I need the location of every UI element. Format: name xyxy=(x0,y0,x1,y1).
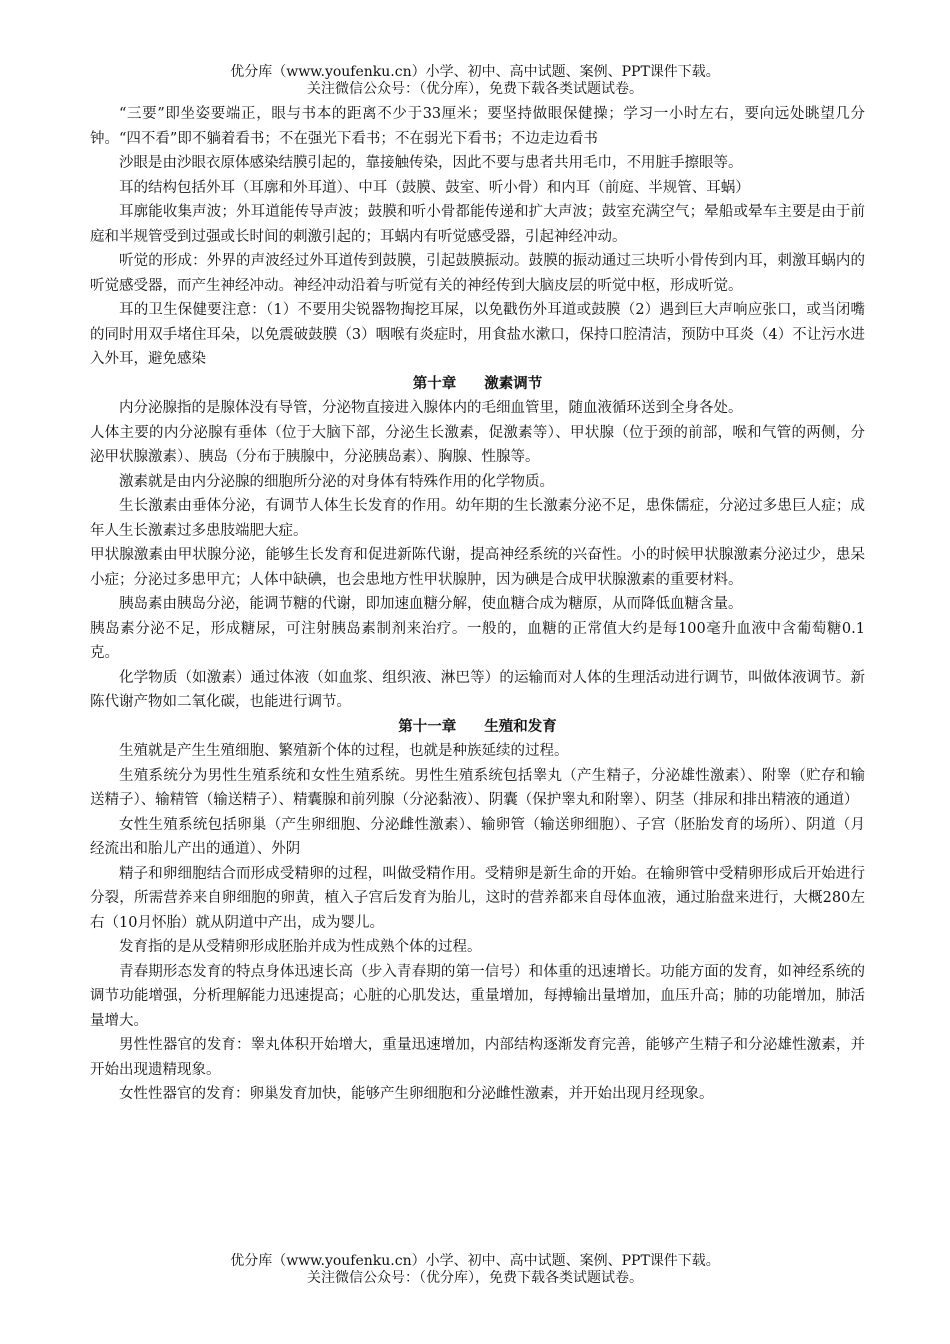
footer-line-1: 优分库（www.youfenku.cn）小学、初中、高中试题、案例、PPT课件下载。 xyxy=(230,1253,720,1269)
paragraph: 精子和卵细胞结合而形成受精卵的过程，叫做受精作用。受精卵是新生命的开始。在输卵管中受精卵形成后开始进行分裂，所需营养来自卵细胞的卵黄，植入子宫后发育为胎儿，这时的营养都来自母体血液，通过胎盘来进行，大概280左右（10月怀胎）就从阴道中产出，成为婴儿。 xyxy=(90,865,865,931)
page-header xyxy=(0,64,950,98)
chapter-11-heading xyxy=(90,715,865,740)
paragraph: 胰岛素分泌不足，形成糖尿，可注射胰岛素制剂来治疗。一般的，血糖的正常值大约是每100毫升血液中含葡萄糖0.1克。 xyxy=(90,620,865,661)
paragraph: 生长激素由垂体分泌，有调节人体生长发育的作用。幼年期的生长激素分泌不足，患侏儒症，分泌过多患巨人症；成年人生长激素过多患肢端肥大症。 xyxy=(90,498,865,539)
paragraph: 沙眼是由沙眼衣原体感染结膜引起的，靠接触传染，因此不要与患者共用毛巾，不用脏手擦眼等。 xyxy=(119,155,743,171)
paragraph: 青春期形态发育的特点身体迅速长高（步入青春期的第一信号）和体重的迅速增长。功能方面的发育，如神经系统的调节功能增强，分析理解能力迅速提高；心脏的心肌发达，重量增加，每搏输出量增加，血压升高；肺的功能增加，肺活量增大。 xyxy=(90,963,865,1029)
chapter-number: 第十一章 xyxy=(398,717,457,735)
paragraph: 甲状腺激素由甲状腺分泌，能够生长发育和促进新陈代谢，提高神经系统的兴奋性。小的时候甲状腺激素分泌过少，患呆小症；分泌过多患甲亢；人体中缺碘，也会患地方性甲状腺肿，因为碘是合成甲状腺激素的重要材料。 xyxy=(90,547,865,588)
chapter-title: 激素调节 xyxy=(484,374,543,392)
paragraph: 发育指的是从受精卵形成胚胎并成为性成熟个体的过程。 xyxy=(119,939,482,955)
header-line-1: 优分库（www.youfenku.cn）小学、初中、高中试题、案例、PPT课件下载。 xyxy=(230,64,720,80)
paragraph: 耳廓能收集声波；外耳道能传导声波；鼓膜和听小骨都能传递和扩大声波；鼓室充满空气；晕船或晕车主要是由于前庭和半规管受到过强或长时间的刺激引起的；耳蜗内有听觉感受器，引起神经冲动。 xyxy=(90,204,865,245)
paragraph: 耳的结构包括外耳（耳廓和外耳道）、中耳（鼓膜、鼓室、听小骨）和内耳（前庭、半规管、耳蜗） xyxy=(119,179,750,196)
paragraph: 内分泌腺指的是腺体没有导管，分泌物直接进入腺体内的毛细血管里，随血液循环送到全身各处。 xyxy=(119,400,743,416)
paragraph: 女性生殖系统包括卵巢（产生卵细胞、分泌雌性激素）、输卵管（输送卵细胞）、子宫（胚胎发育的场所）、阴道（月经流出和胎儿产出的通道）、外阴 xyxy=(90,816,865,857)
header-line-2: 关注微信公众号：（优分库），免费下载各类试题试卷。 xyxy=(307,81,643,97)
chapter-number: 第十章 xyxy=(412,374,457,392)
paragraph: 生殖就是产生生殖细胞、繁殖新个体的过程，也就是种族延续的过程。 xyxy=(119,743,569,759)
paragraph: 女性性器官的发育：卵巢发育加快，能够产生卵细胞和分泌雌性激素，并开始出现月经现象。 xyxy=(119,1086,714,1102)
paragraph: “三要”即坐姿要端正，眼与书本的距离不少于33厘米；要坚持做眼保健操；学习一小时左右，要向远处眺望几分钟。“四不看”即不躺着看书；不在强光下看书；不在弱光下看书；不边走边看书 xyxy=(90,106,865,147)
paragraph: 男性性器官的发育：睾丸体积开始增大，重量迅速增加，内部结构逐渐发育完善，能够产生精子和分泌雄性激素，并开始出现遗精现象。 xyxy=(90,1037,865,1078)
paragraph: 胰岛素由胰岛分泌，能调节糖的代谢，即加速血糖分解，使血糖合成为糖原，从而降低血糖含量。 xyxy=(119,596,743,612)
footer-line-2: 关注微信公众号：（优分库），免费下载各类试题试卷。 xyxy=(307,1270,643,1286)
paragraph: 激素就是由内分泌腺的细胞所分泌的对身体有特殊作用的化学物质。 xyxy=(119,473,554,490)
chapter-title: 生殖和发育 xyxy=(484,717,557,735)
paragraph: 生殖系统分为男性生殖系统和女性生殖系统。男性生殖系统包括睾丸（产生精子，分泌雄性激素）、附睾（贮存和输送精子）、输精管（输送精子）、精囊腺和前列腺（分泌黏液）、阴囊（保护睾丸和附睾）、阴茎（排尿和排出精液的通道） xyxy=(90,767,865,808)
chapter-10-heading xyxy=(90,372,865,397)
paragraph: 耳的卫生保健要注意：（1）不要用尖锐器物掏挖耳屎，以免戳伤外耳道或鼓膜（2）遇到巨大声响应张口，或当闭嘴的同时用双手堵住耳朵，以免震破鼓膜（3）咽喉有炎症时，用食盐水漱口，保持口腔清洁，预防中耳炎（4）不让污水进入外耳，避免感染 xyxy=(90,302,865,367)
document-body xyxy=(90,102,865,1107)
paragraph: 听觉的形成：外界的声波经过外耳道传到鼓膜，引起鼓膜振动。鼓膜的振动通过三块听小骨传到内耳，刺激耳蜗内的听觉感受器，而产生神经冲动。神经冲动沿着与听觉有关的神经传到大脑皮层的听觉中枢，形成听觉。 xyxy=(90,253,865,294)
page-footer xyxy=(0,1253,950,1287)
paragraph: 人体主要的内分泌腺有垂体（位于大脑下部，分泌生长激素，促激素等）、甲状腺（位于颈的前部，喉和气管的两侧，分泌甲状腺激素）、胰岛（分布于胰腺中，分泌胰岛素）、胸腺、性腺等。 xyxy=(90,424,865,465)
paragraph: 化学物质（如激素）通过体液（如血浆、组织液、淋巴等）的运输而对人体的生理活动进行调节，叫做体液调节。新陈代谢产物如二氧化碳，也能进行调节。 xyxy=(90,669,865,710)
